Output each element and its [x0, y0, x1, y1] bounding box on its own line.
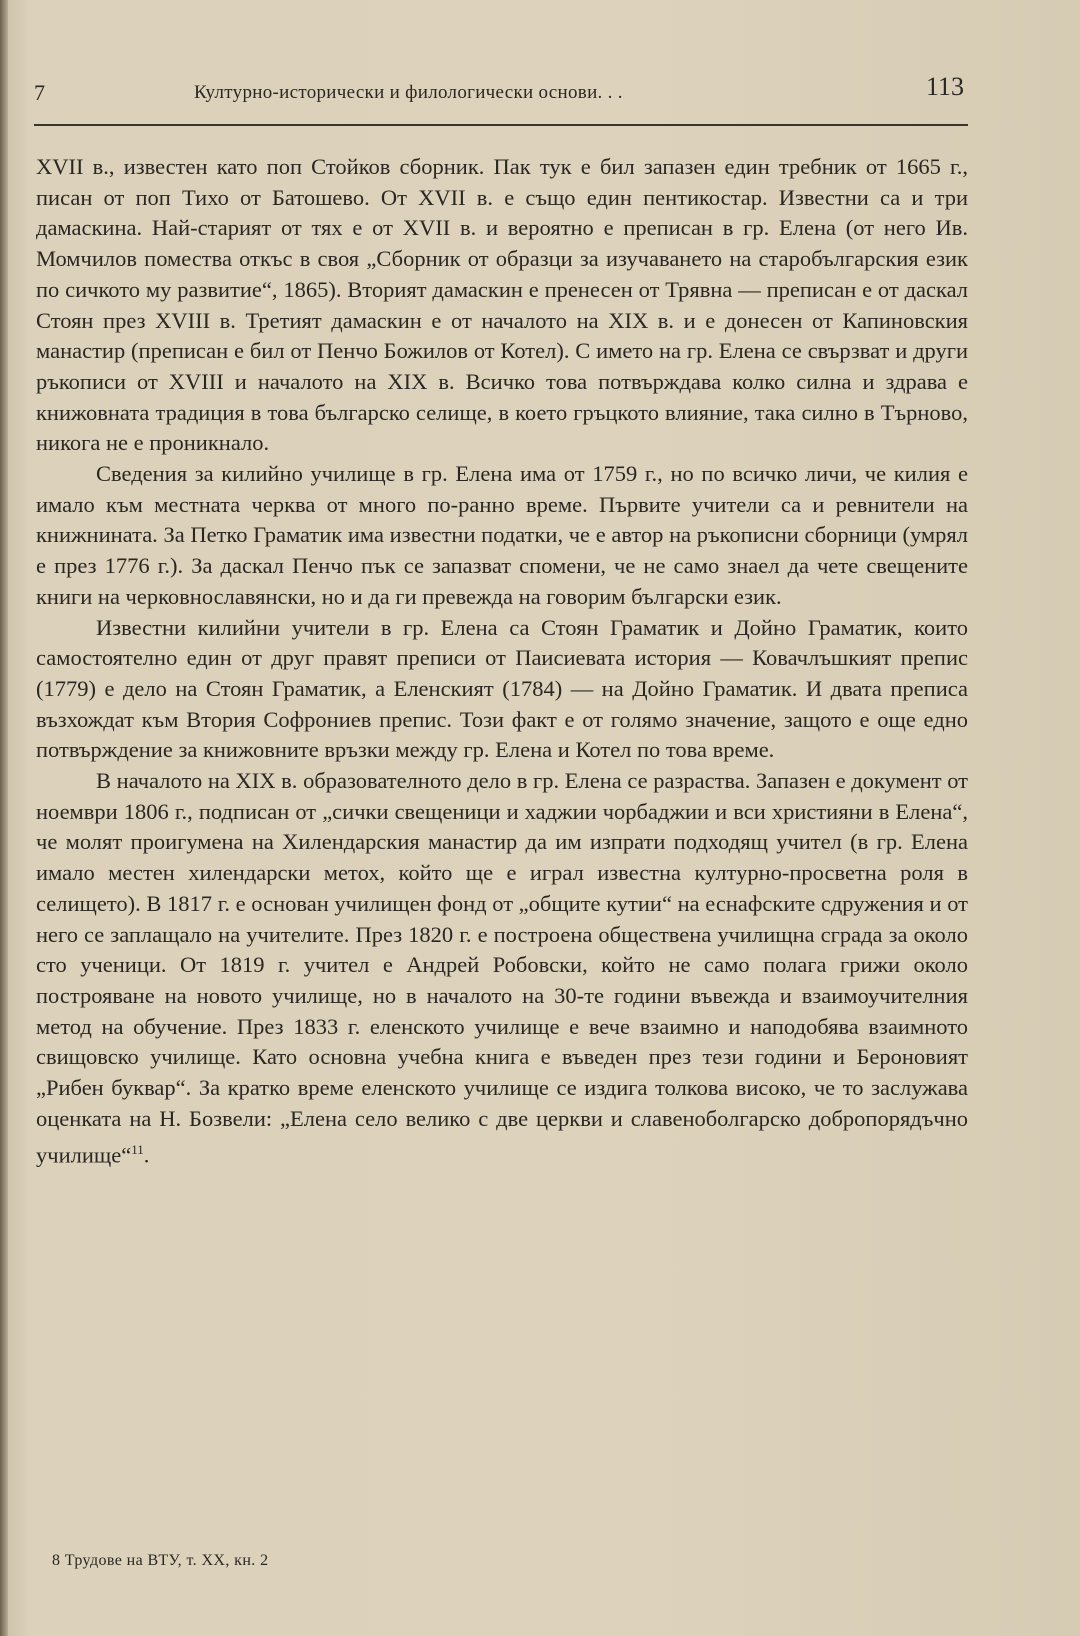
body-text [36, 152, 968, 1171]
signature-mark: 8 Трудове на ВТУ, т. XX, кн. 2 [52, 1552, 269, 1569]
paragraph-4 [36, 766, 968, 1171]
paragraph-1: XVII в., известен като поп Стойков сборник. Пак тук е бил запазен един требник от 1665 г., писан от поп Тихо от Батошево. От XVII в. е също един пентикостар. Известни са и три дамаскина. Най-старият от тях е от XVII в. и вероятно е преписан в гр. Елена (от него Ив. Момчилов помества откъс в своя „Сборник от образци за изучаването на старобългарския език по сичкото му развитие“, 1865). Вторият дамаскин е пренесен от Трявна — преписан е от даскал Стоян през XVIII в. Третият дамаскин е от началото на XIX в. и е донесен от Капиновския манастир (преписан е бил от Пенчо Божилов от Котел). С името на гр. Елена се свързват и други ръкописи от XVIII и началото на XIX в. Всичко това потвърждава колко силна и здрава е книжовната традиция в това българско селище, в което гръцкото влияние, така силно в Търново, никога не е проникнало. [36, 154, 968, 456]
paragraph-2: Сведения за килийно училище в гр. Елена има от 1759 г., но по всичко личи, че килия е имало към местната черква от много по-ранно време. Първите учители са и ревнители на книжнината. За Петко Граматик има известни податки, че е автор на ръкописни сборници (умрял е през 1776 г.). За даскал Пенчо пък се запазват спомени, че не само знаел да чете свещените книги на черковнославянски, но и да ги превежда на говорим български език. [36, 461, 968, 609]
chapter-number: 7 [34, 80, 45, 105]
header-rule [34, 124, 968, 126]
footnote-reference: 11 [131, 1141, 144, 1157]
paragraph-4-text: В началото на XIX в. образователното дело в гр. Елена се разраства. Запазен е документ от ноември 1806 г., подписан от „сички свещеници и хаджии чорбаджии и вси християни в Елена“, че молят проигумена на Хилендарския манастир да им изпрати подходящ учител (в гр. Елена имало местен хилендарски метох, който ще е играл известна културно-просветна роля в селището). В 1817 г. е основан училищен фонд от „общите кутии“ на еснафските сдружения и от него се заплащало на учителите. През 1820 г. е построена обществена училищна сграда за около сто ученици. От 1819 г. учител е Андрей Робовски, който не само полага грижи около построяване на новото училище, но в началото на 30-те години въвежда и взаимоучителния метод на обучение. През 1833 г. еленското училище е вече взаимно и наподобява взаимното свищовско училище. Като основна учебна книга е въведен през тези години и Бероновият „Рибен буквар“. За кратко време еленското училище се издига толкова високо, че то заслужава оценката на Н. Бозвели: „Елена село велико с две церкви и славеноболгарско добропорядъчно училище“ [36, 768, 968, 1167]
book-spine-edge [0, 0, 8, 1636]
running-header [34, 72, 964, 112]
page-number: 113 [925, 72, 964, 101]
running-title: Културно-исторически и филологически основи. . . [194, 82, 623, 103]
paragraph-3: Известни килийни учители в гр. Елена са Стоян Граматик и Дойно Граматик, които самостоятелно един от друг правят преписи от Паисиевата история — Ковачлъшкият препис (1779) е дело на Стоян Граматик, а Еленският (1784) — на Дойно Граматик. И двата преписа възхождат към Втория Софрониев препис. Този факт е от голямо значение, защото е още едно потвърждение за книжовните връзки между гр. Елена и Котел по това време. [36, 614, 968, 763]
closing-period: . [143, 1142, 150, 1167]
